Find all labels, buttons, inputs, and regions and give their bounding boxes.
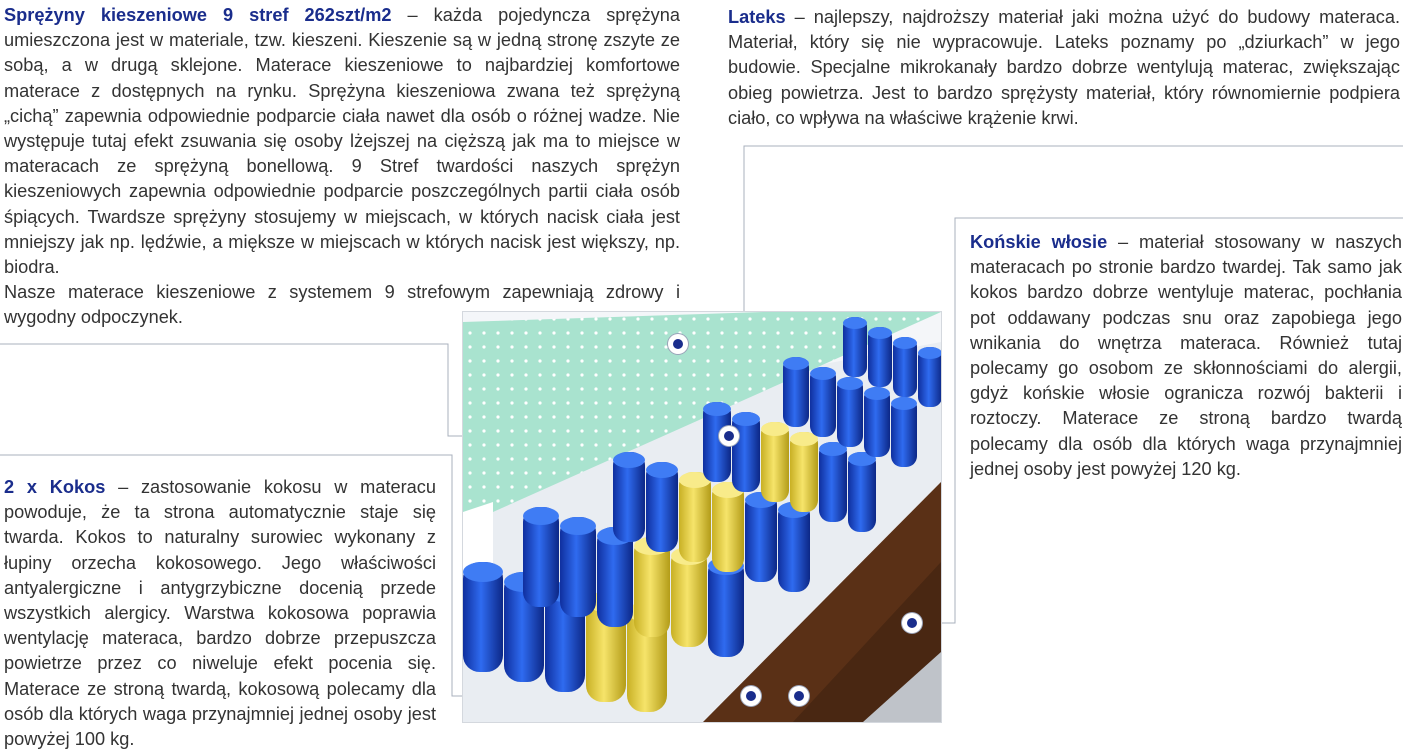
pocket-spring-top [783, 357, 809, 370]
pocket-spring-top [732, 412, 760, 426]
pocket-spring-top [560, 517, 596, 535]
pocket-spring-top [463, 562, 503, 582]
pocket-springs-summary: Nasze materace kieszeniowe z systemem 9 strefowym zapewniają zdrowy i wygodny odpoczynek. [4, 282, 680, 328]
latex-body: – najlepszy, najdroższy materiał jaki można użyć do budowy materaca. Materiał, który się nie wypracowuje. Lateks poznamy po „dziurkach” w jego budowie. Specjalne mikrokanały bardzo dobrze wentylują materac, zwiększając obieg powietrza. Jest to bardzo sprężysty materiał, który równomiernie podpiera ciało, co wpływa na właściwe krążenie krwi. [728, 7, 1400, 128]
coconut-second-marker-icon [789, 686, 809, 706]
pocket-spring-top [810, 367, 836, 380]
springs-marker-icon [719, 426, 739, 446]
pocket-spring-top [646, 462, 678, 478]
pocket-spring-top [613, 452, 645, 468]
latex-marker-icon [668, 334, 688, 354]
pocket-spring-top [761, 422, 789, 436]
pocket-springs-body: – każda pojedyncza sprężyna umieszczona jest w materiale, tzw. kieszeni. Kieszenie są w jedną stronę zszyte ze sobą, a w drugą sklejone. Materace kieszeniowe to najbardziej komfortowe materace z dostępnych na rynku. Sprężyna kieszeniowa zwana też sprężyną „cichą” zapewnia odpowiednie podparcie ciała nawet dla osób o różnej wadze. Nie występuje tutaj efekt zsuwania się osoby lżejszej na cięższą jak ma to miejsce w materacach ze sprężyną bonellową. 9 Stref twardości naszych sprężyn kieszeniowych zapewnia odpowiednie podparcie poszczególnych partii ciała osób śpiących. Twardsze sprężyny stosujemy w miejscach, w których nacisk ciała jest mniejszy jak np. lędźwie, a miększe w miejscach w których nacisk jest większy, np. biodra. [4, 5, 680, 278]
latex-term: Lateks [728, 7, 786, 27]
mattress-cross-section-illustration [462, 311, 942, 723]
horsehair-marker-icon [902, 613, 922, 633]
mattress-layers [463, 312, 941, 722]
pocket-spring-top [523, 507, 559, 525]
coconut-term: 2 x Kokos [4, 477, 106, 497]
horsehair-leader-line [912, 218, 1403, 623]
pocket-spring-top [703, 402, 731, 416]
horsehair-body: – materiał stosowany w naszych materacach po stronie bardzo twardej. Tak samo jak kokos bardzo dobrze wentyluje materac, pochłania pot oddawany podczas snu oraz zapobiega jego wnikania do wnętrza materaca. Również tutaj polecamy go osobom ze skłonnościami do alergii, gdyż końskie włosie ogranicza rozwój bakterii i roztoczy. Materace ze stroną bardzo twardą polecamy dla osób dla których waga przynajmniej jednej osoby jest powyżej 120 kg. [970, 232, 1402, 479]
pocket-springs-term: Sprężyny kieszeniowe 9 stref 262szt/m2 [4, 5, 392, 25]
pocket-spring-top [891, 397, 917, 410]
pocket-spring-top [918, 347, 941, 359]
coconut-marker-icon [741, 686, 761, 706]
horsehair-term: Końskie włosie [970, 232, 1108, 252]
pocket-spring-top [837, 377, 863, 390]
pocket-spring-top [843, 317, 867, 329]
coconut-body: – zastosowanie kokosu w materacu powoduje, że ta strona automatycznie staje się twarda. Kokos to naturalny surowiec wykonany z łupiny orzecha kokosowego. Jego właściwości antyalergiczne i antygrzybiczne docenią przede wszystkich alergicy. Warstwa kokosowa poprawia wentylację materaca, bardzo dobrze przepuszcza powietrze przez co niweluje efekt pocenia się. Materace ze stroną twardą, kokosową polecamy dla osób dla których waga przynajmniej jednej osoby jest powyżej 100 kg. [4, 477, 436, 750]
pocket-spring-top [893, 337, 917, 349]
pocket-spring-top [864, 387, 890, 400]
pocket-spring-top [868, 327, 892, 339]
